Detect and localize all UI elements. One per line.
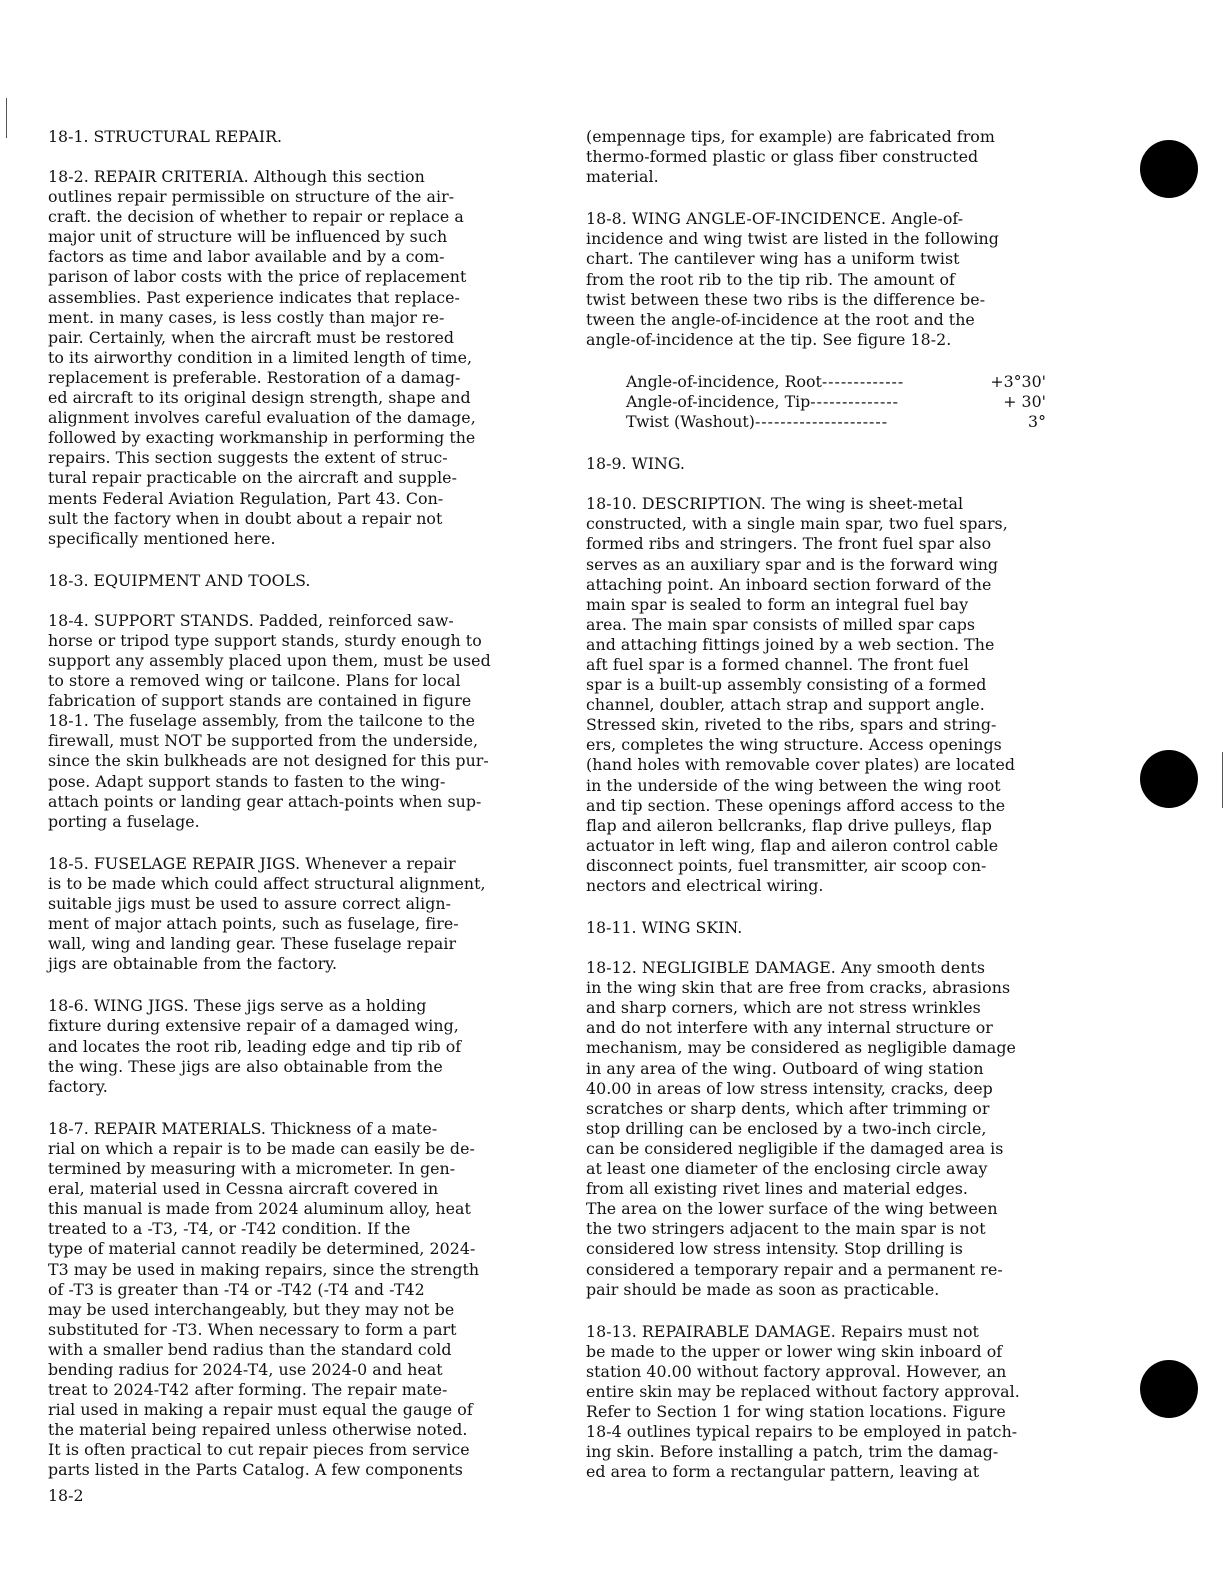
paragraph-repair-materials: 18-7. REPAIR MATERIALS. Thickness of a mate- rial on which a repair is to be made can easily be de- termined by measuring with a micrometer. In gen- eral, material used in Cessna aircraft covered in this manual is made from 2024 aluminum alloy, heat treated to a -T3, -T4, or -T42 condition. If the type of material cannot readily be determined, 2024- T3 may be used in making repairs, since the strength of -T3 is greater than -T4 or -T42 (-T4 and -T42 may be used interchangeably, but they may not be substituted for -T3. When necessary to form a part with a smaller bend radius than the standard cold bending radius for 2024-T4, use 2024-0 and heat treat to 2024-T42 after forming. The repair mate- rial used in making a repair must equal the gauge of the material being repaired unless otherwise noted. It is often practical to cut repair pieces from service parts listed in the Parts Catalog. A few components: [48, 1118, 480, 1480]
table-row: [626, 392, 1046, 412]
table-row: [626, 412, 1046, 432]
binder-hole-middle: [1140, 750, 1198, 808]
angle-of-incidence-table: [626, 372, 1046, 432]
paragraph-wing-jigs: 18-6. WING JIGS. These jigs serve as a holding fixture during extensive repair of a damaged wing, and locates the root rib, leading edge and tip rib of the wing. These jigs are also obtainable from the factory.: [48, 996, 462, 1096]
leader-dashes: --------------: [810, 392, 899, 412]
paragraph-support-stands: 18-4. SUPPORT STANDS. Padded, reinforced saw- horse or tripod type support stands, sturdy enough to support any assembly placed upon them, must be used to store a removed wing or tailcone. Plans for local fabrication of support stands are contained in figure 18-1. The fuselage assembly, from the tailcone to the firewall, must NOT be supported from the underside, since the skin bulkheads are not designed for this pur- pose. Adapt support stands to fasten to the wing- attach points or landing gear attach-points when sup- porting a fuselage.: [48, 610, 491, 831]
row-label: Twist (Washout): [626, 412, 755, 432]
binder-hole-top: [1140, 140, 1198, 198]
page-number: 18-2: [48, 1486, 84, 1505]
row-label: Angle-of-incidence, Tip: [626, 392, 811, 412]
paragraph-repairable-damage: 18-13. REPAIRABLE DAMAGE. Repairs must not be made to the upper or lower wing skin inboard of station 40.00 without factory approval. However, an entire skin may be replaced without factory approval. Refer to Section 1 for wing station locations. Figure 18-4 outlines typical repairs to be employed in patch- ing skin. Before installing a patch, trim the damag- ed area to form a rectangular pattern, leaving at: [586, 1321, 1020, 1482]
left-column: [48, 127, 548, 1503]
leader-dashes: -------------: [821, 371, 905, 391]
section-heading-wing: 18-9. WING.: [586, 454, 685, 474]
row-value: + 30': [1003, 392, 1046, 412]
table-row: [626, 372, 1046, 392]
row-label: Angle-of-incidence, Root: [626, 371, 822, 391]
paragraph-repair-criteria: 18-2. REPAIR CRITERIA. Although this section outlines repair permissible on structure of the air- craft. the decision of whether to repair or replace a major unit of structure will be influenced by such factors as time and labor available and by a com- parison of labor costs with the price of replacement assemblies. Past experience indicates that replace- ment. in many cases, is less costly than major re- pair. Certainly, when the aircraft must be restored to its airworthy condition in a limited length of time, replacement is preferable. Restoration of a damag- ed aircraft to its original design strength, shape and alignment involves careful evaluation of the damage, followed by exacting workmanship in performing the repairs. This section suggests the extent of struc- tural repair practicable on the aircraft and supple- ments Federal Aviation Regulation, Part 43. Con- sult the factory when in doubt about a repair not specifically mentioned here.: [48, 167, 476, 548]
row-value: 3°: [1028, 412, 1046, 432]
paragraph-empennage-tips: (empennage tips, for example) are fabricated from thermo-formed plastic or glass fiber constructed material.: [586, 127, 995, 187]
leader-dashes: ---------------------: [754, 412, 889, 432]
row-value: +3°30': [990, 371, 1046, 391]
section-heading-structural-repair: 18-1. STRUCTURAL REPAIR.: [48, 127, 283, 146]
right-edge-mark: [1222, 752, 1223, 808]
paragraph-fuselage-repair-jigs: 18-5. FUSELAGE REPAIR JIGS. Whenever a repair is to be made which could affect structural alignment, suitable jigs must be used to assure correct align- ment of major attach points, such as fuselage, fire- wall, wing and landing gear. These fuselage repair jigs are obtainable from the factory.: [48, 853, 486, 974]
paragraph-wing-description: 18-10. DESCRIPTION. The wing is sheet-metal constructed, with a single main spar, two fuel spars, formed ribs and stringers. The front fuel spar also serves as an auxiliary spar and is the forward wing attaching point. An inboard section forward of the main spar is sealed to form an integral fuel bay area. The main spar consists of milled spar caps and attaching fittings joined by a web section. The aft fuel spar is a formed channel. The front fuel spar is a built-up assembly consisting of a formed channel, doubler, attach strap and support angle. Stressed skin, riveted to the ribs, spars and string- ers, completes the wing structure. Access openings (hand holes with removable cover plates) are located in the underside of the wing between the wing root and tip section. These openings afford access to the flap and aileron bellcranks, flap drive pulleys, flap actuator in left wing, flap and aileron control cable disconnect points, fuel transmitter, air scoop con- nectors and electrical wiring.: [586, 494, 1016, 895]
right-column: [586, 127, 1076, 1504]
left-edge-mark: [6, 98, 7, 138]
section-heading-equipment-tools: 18-3. EQUIPMENT AND TOOLS.: [48, 570, 311, 590]
paragraph-wing-angle-of-incidence: 18-8. WING ANGLE-OF-INCIDENCE. Angle-of- incidence and wing twist are listed in the following chart. The cantilever wing has a uniform twist from the root rib to the tip rib. The amount of twist between these two ribs is the difference be- tween the angle-of-incidence at the root and the angle-of-incidence at the tip. See figure 18-2.: [586, 209, 999, 349]
binder-hole-bottom: [1140, 1360, 1198, 1418]
section-heading-wing-skin: 18-11. WING SKIN.: [586, 918, 743, 938]
paragraph-negligible-damage: 18-12. NEGLIGIBLE DAMAGE. Any smooth dents in the wing skin that are free from cracks, abrasions and sharp corners, which are not stress wrinkles and do not interfere with any internal structure or mechanism, may be considered as negligible damage in any area of the wing. Outboard of wing station 40.00 in areas of low stress intensity, cracks, deep scratches or sharp dents, which after trimming or stop drilling can be enclosed by a two-inch circle, can be considered negligible if the damaged area is at least one diameter of the enclosing circle away from all existing rivet lines and material edges. The area on the lower surface of the wing between the two stringers adjacent to the main spar is not considered low stress intensity. Stop drilling is considered a temporary repair and a permanent re- pair should be made as soon as practicable.: [586, 958, 1016, 1299]
